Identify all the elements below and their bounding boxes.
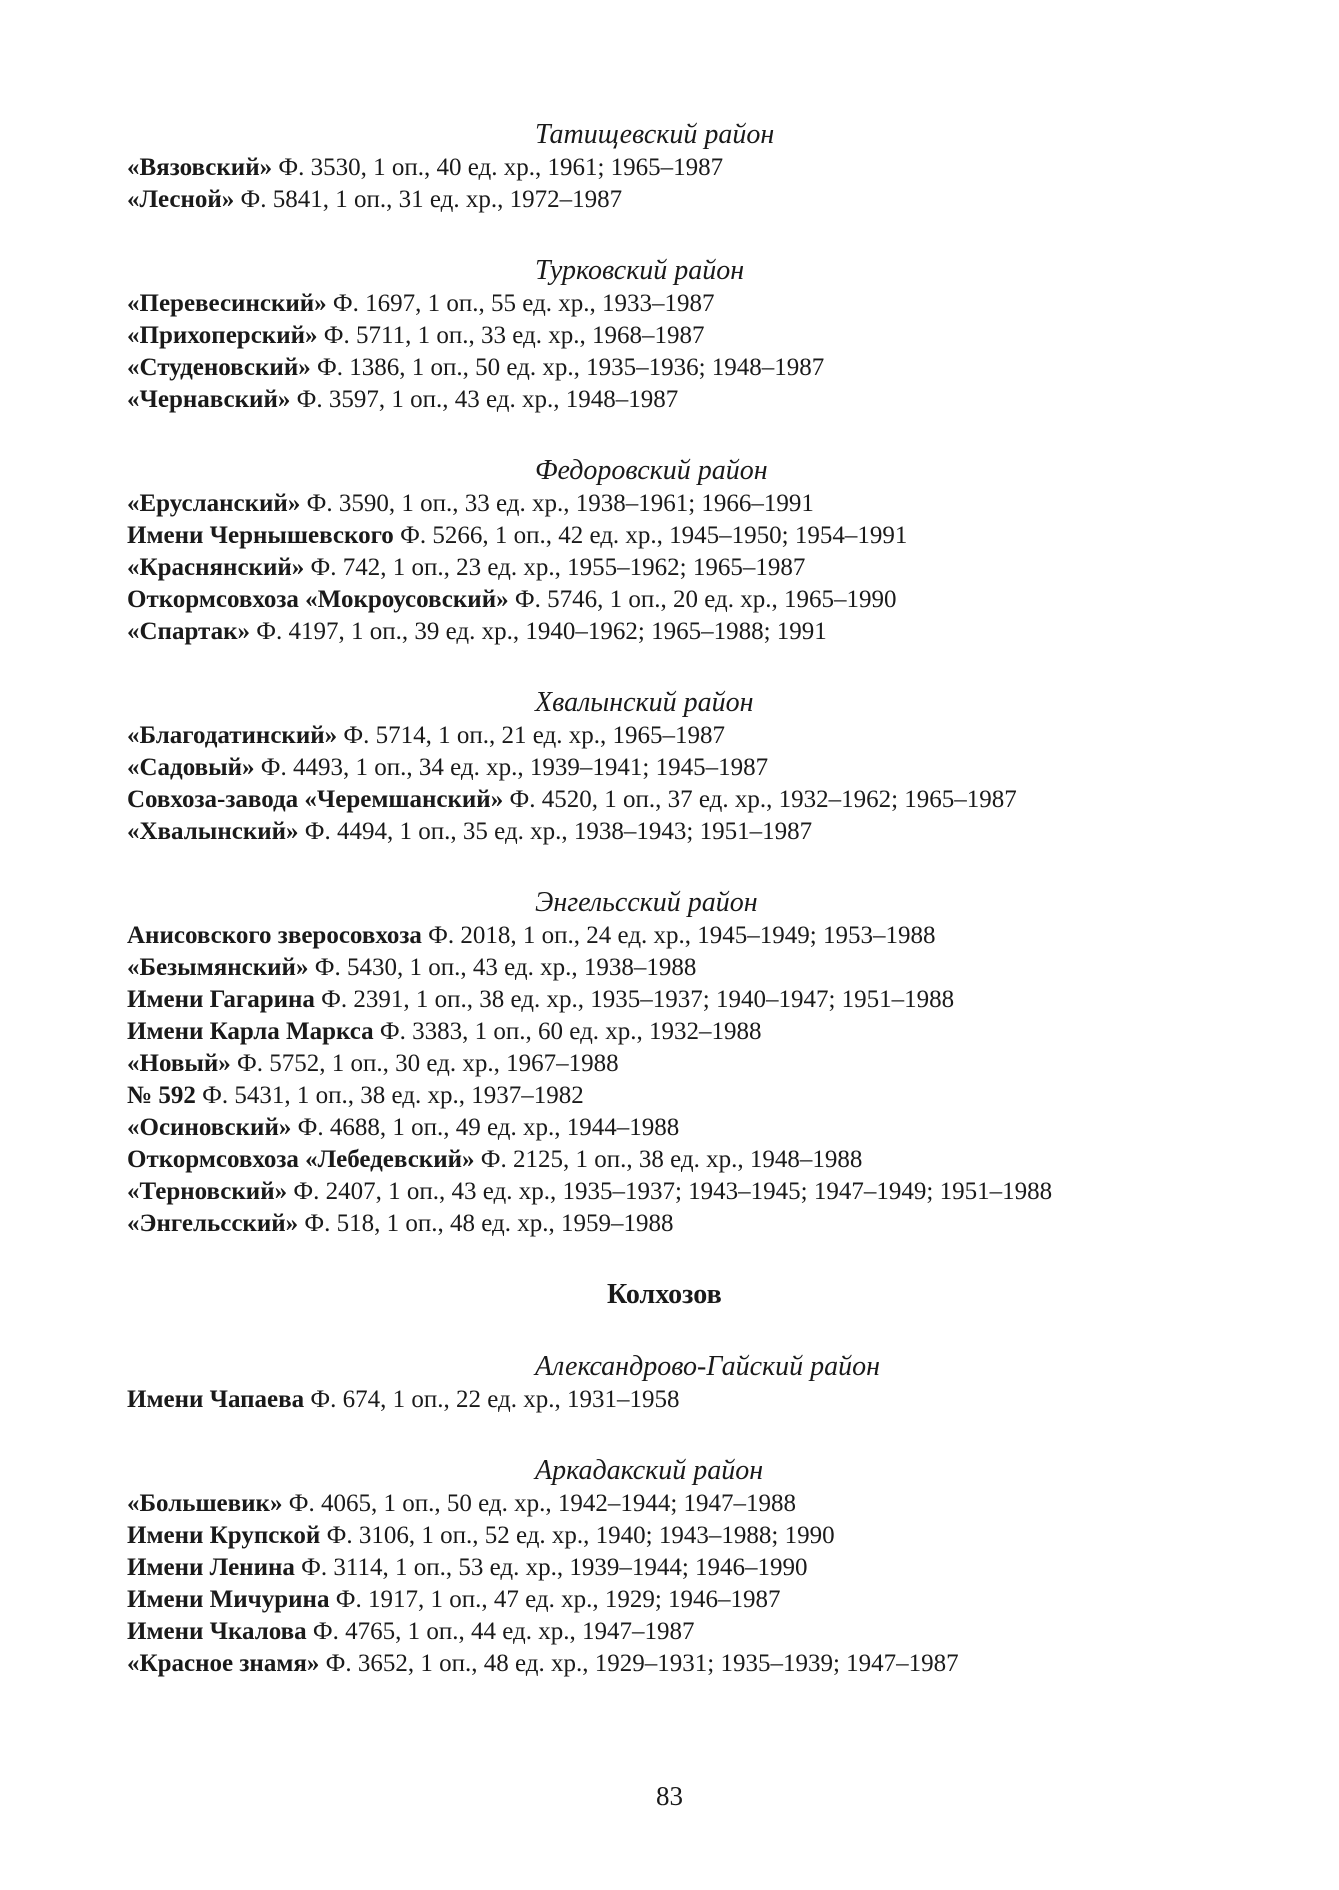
entry-name: «Вязовский» (127, 154, 273, 181)
entry-details: Ф. 4493, 1 оп., 34 ед. хр., 1939–1941; 1945–1987 (254, 754, 769, 781)
entry-name: «Чернавский» (127, 386, 291, 413)
archive-entry (127, 1552, 1127, 1584)
entry-details: Ф. 4197, 1 оп., 39 ед. хр., 1940–1962; 1965–1988; 1991 (250, 618, 827, 645)
entry-name: Совхоза-завода «Черемшанский» (127, 786, 504, 813)
block-gap (127, 416, 1127, 454)
entry-details: Ф. 4688, 1 оп., 49 ед. хр., 1944–1988 (291, 1114, 680, 1141)
entry-name: Имени Мичурина (127, 1586, 330, 1613)
entry-name: «Безымянский» (127, 954, 309, 981)
archive-entry (127, 1616, 1127, 1648)
archive-entry (127, 584, 1127, 616)
entry-details: Ф. 5841, 1 оп., 31 ед. хр., 1972–1987 (234, 186, 623, 213)
block-gap (127, 648, 1127, 686)
entry-name: № 592 (127, 1082, 196, 1109)
entry-details: Ф. 674, 1 оп., 22 ед. хр., 1931–1958 (304, 1386, 680, 1413)
district-heading: Федоровский район (535, 455, 768, 486)
entry-details: Ф. 1697, 1 оп., 55 ед. хр., 1933–1987 (326, 290, 715, 317)
sovkhoz-blocks (127, 118, 1127, 1240)
section-title: Колхозов (607, 1279, 722, 1310)
entry-details: Ф. 1917, 1 оп., 47 ед. хр., 1929; 1946–1987 (329, 1586, 781, 1613)
entry-details: Ф. 5431, 1 оп., 38 ед. хр., 1937–1982 (195, 1082, 584, 1109)
archive-entry (127, 1488, 1127, 1520)
archive-entry (127, 152, 1127, 184)
entry-details: Ф. 4494, 1 оп., 35 ед. хр., 1938–1943; 1951–1987 (298, 818, 813, 845)
section-gap (127, 1240, 1127, 1278)
archive-entry (127, 616, 1127, 648)
entry-name: Анисовского зверосовхоза (127, 922, 422, 949)
archive-entry (127, 1144, 1127, 1176)
archive-entry (127, 1648, 1127, 1680)
archive-entry (127, 1080, 1127, 1112)
entry-name: «Студеновский» (127, 354, 311, 381)
entry-details: Ф. 2391, 1 оп., 38 ед. хр., 1935–1937; 1940–1947; 1951–1988 (314, 986, 955, 1013)
page-body (127, 118, 1127, 1680)
entry-details: Ф. 4765, 1 оп., 44 ед. хр., 1947–1987 (306, 1618, 695, 1645)
entry-name: «Краснянский» (127, 554, 305, 581)
district-heading: Энгельсский район (535, 887, 758, 918)
archive-entry (127, 1584, 1127, 1616)
block-gap (127, 216, 1127, 254)
entry-details: Ф. 5752, 1 оп., 30 ед. хр., 1967–1988 (230, 1050, 619, 1077)
entry-name: «Садовый» (127, 754, 255, 781)
entry-name: «Спартак» (127, 618, 251, 645)
entry-details: Ф. 4065, 1 оп., 50 ед. хр., 1942–1944; 1947–1988 (282, 1490, 797, 1517)
entry-name: Откормсовхоза «Мокроусовский» (127, 586, 509, 613)
entry-details: Ф. 3597, 1 оп., 43 ед. хр., 1948–1987 (290, 386, 679, 413)
district-heading: Александрово-Гайский район (535, 1351, 880, 1382)
entry-details: Ф. 3530, 1 оп., 40 ед. хр., 1961; 1965–1987 (272, 154, 724, 181)
entry-details: Ф. 5430, 1 оп., 43 ед. хр., 1938–1988 (308, 954, 697, 981)
entry-name: «Энгельсский» (127, 1210, 299, 1237)
archive-entry (127, 488, 1127, 520)
archive-entry (127, 784, 1127, 816)
archive-entry (127, 1048, 1127, 1080)
entry-details: Ф. 3652, 1 оп., 48 ед. хр., 1929–1931; 1935–1939; 1947–1987 (319, 1650, 959, 1677)
district-heading: Аркадакский район (535, 1455, 764, 1486)
entry-name: Имени Чернышевского (127, 522, 394, 549)
entry-name: «Красное знамя» (127, 1650, 320, 1677)
archive-entry (127, 816, 1127, 848)
entry-name: Имени Гагарина (127, 986, 315, 1013)
entry-details: Ф. 5711, 1 оп., 33 ед. хр., 1968–1987 (317, 322, 705, 349)
entry-name: Откормсовхоза «Лебедевский» (127, 1146, 475, 1173)
archive-entry (127, 1112, 1127, 1144)
entry-name: «Ерусланский» (127, 490, 301, 517)
entry-name: «Перевесинский» (127, 290, 327, 317)
section-gap (127, 1312, 1127, 1350)
entry-details: Ф. 5746, 1 оп., 20 ед. хр., 1965–1990 (508, 586, 897, 613)
entry-name: Имени Чкалова (127, 1618, 307, 1645)
entry-name: Имени Крупской (127, 1522, 321, 1549)
archive-entry (127, 1176, 1127, 1208)
district-heading: Татищевский район (535, 119, 775, 150)
archive-entry (127, 920, 1127, 952)
entry-details: Ф. 1386, 1 оп., 50 ед. хр., 1935–1936; 1948–1987 (310, 354, 825, 381)
archive-entry (127, 1208, 1127, 1240)
archive-entry (127, 384, 1127, 416)
page-number: 83 (656, 1781, 683, 1811)
archive-entry (127, 952, 1127, 984)
archive-entry (127, 720, 1127, 752)
archive-entry (127, 184, 1127, 216)
archive-entry (127, 288, 1127, 320)
archive-entry (127, 1384, 1127, 1416)
entry-details: Ф. 518, 1 оп., 48 ед. хр., 1959–1988 (298, 1210, 674, 1237)
district-heading: Хвалынский район (535, 687, 754, 718)
block-gap (127, 848, 1127, 886)
entry-name: Имени Карла Маркса (127, 1018, 374, 1045)
entry-name: «Терновский» (127, 1178, 288, 1205)
archive-entry (127, 320, 1127, 352)
entry-name: «Хвалынский» (127, 818, 299, 845)
entry-name: «Новый» (127, 1050, 231, 1077)
entry-details: Ф. 3106, 1 оп., 52 ед. хр., 1940; 1943–1988; 1990 (320, 1522, 835, 1549)
archive-entry (127, 1016, 1127, 1048)
entry-name: «Лесной» (127, 186, 235, 213)
entry-details: Ф. 2407, 1 оп., 43 ед. хр., 1935–1937; 1943–1945; 1947–1949; 1951–1988 (287, 1178, 1053, 1205)
district-heading: Турковский район (535, 255, 745, 286)
entry-details: Ф. 3114, 1 оп., 53 ед. хр., 1939–1944; 1946–1990 (294, 1554, 808, 1581)
entry-details: Ф. 5714, 1 оп., 21 ед. хр., 1965–1987 (337, 722, 726, 749)
archive-entry (127, 984, 1127, 1016)
entry-details: Ф. 4520, 1 оп., 37 ед. хр., 1932–1962; 1965–1987 (503, 786, 1017, 813)
entry-details: Ф. 3383, 1 оп., 60 ед. хр., 1932–1988 (373, 1018, 762, 1045)
entry-name: «Большевик» (127, 1490, 283, 1517)
entry-name: «Благодатинский» (127, 722, 338, 749)
entry-name: «Осиновский» (127, 1114, 292, 1141)
archive-entry (127, 552, 1127, 584)
entry-details: Ф. 5266, 1 оп., 42 ед. хр., 1945–1950; 1954–1991 (393, 522, 908, 549)
entry-name: Имени Чапаева (127, 1386, 305, 1413)
block-gap (127, 1416, 1127, 1454)
archive-entry (127, 752, 1127, 784)
archive-entry (127, 520, 1127, 552)
kolkhoz-blocks (127, 1350, 1127, 1680)
entry-details: Ф. 2018, 1 оп., 24 ед. хр., 1945–1949; 1953–1988 (421, 922, 936, 949)
archive-entry (127, 352, 1127, 384)
entry-details: Ф. 742, 1 оп., 23 ед. хр., 1955–1962; 1965–1987 (304, 554, 806, 581)
entry-name: Имени Ленина (127, 1554, 295, 1581)
entry-name: «Прихоперский» (127, 322, 318, 349)
entry-details: Ф. 2125, 1 оп., 38 ед. хр., 1948–1988 (474, 1146, 863, 1173)
archive-entry (127, 1520, 1127, 1552)
entry-details: Ф. 3590, 1 оп., 33 ед. хр., 1938–1961; 1966–1991 (300, 490, 814, 517)
